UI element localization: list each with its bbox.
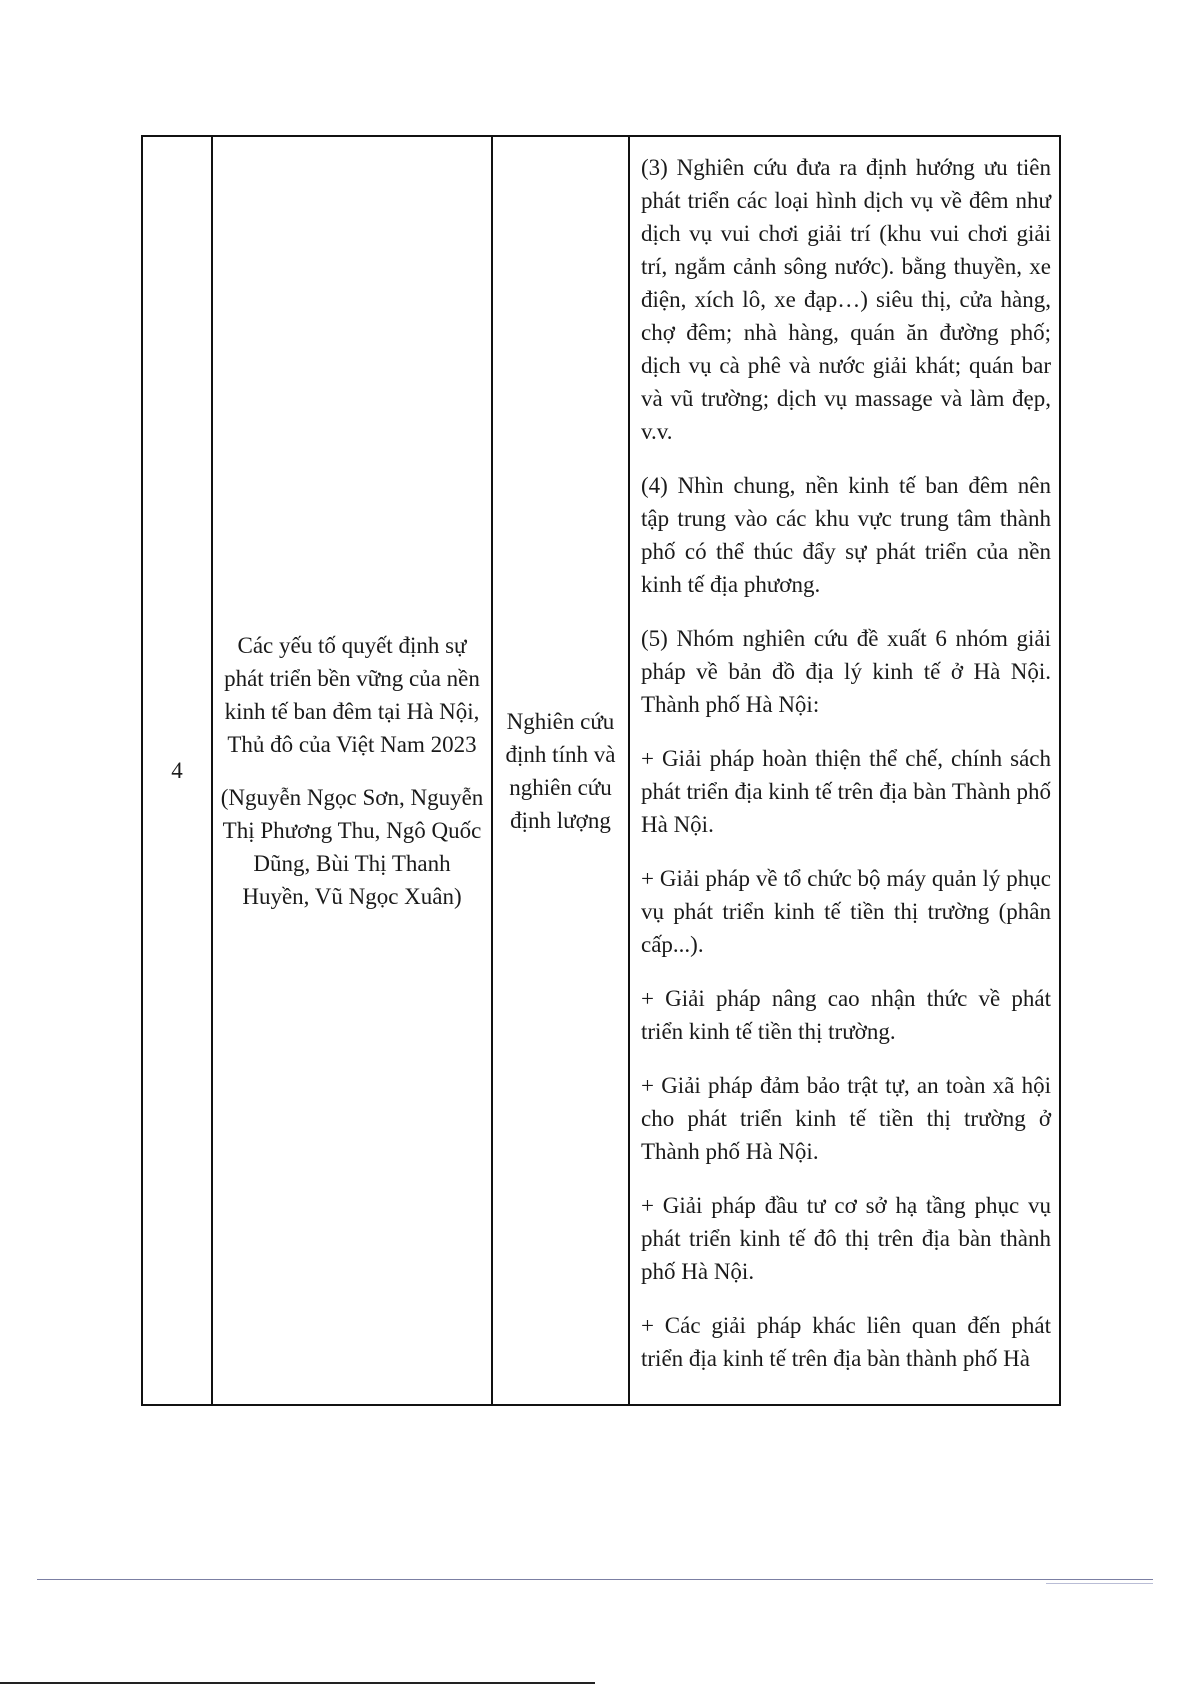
solution-item: + Giải pháp hoàn thiện thể chế, chính sách phát triển địa kinh tế trên địa bàn Thành phố Hà Nội. xyxy=(641,746,1051,837)
result-paragraph: (3) Nghiên cứu đưa ra định hướng ưu tiên phát triển các loại hình dịch vụ về đêm như dịch vụ vui chơi giải trí (khu vui chơi giải trí, ngắm cảnh sông nước). bằng thuyền, xe điện, xích lô, xe đạp…) siêu thị, cửa hàng, chợ đêm; nhà hàng, quán ăn đường phố; dịch vụ cà phê và nước giải khát; quán bar và vũ trường; dịch vụ massage và làm đẹp, v.v. xyxy=(641,155,1051,444)
bottom-rule xyxy=(0,1682,595,1684)
solution-item: + Giải pháp nâng cao nhận thức về phát triển kinh tế tiền thị trường. xyxy=(641,986,1051,1044)
solution-item: + Giải pháp đầu tư cơ sở hạ tầng phục vụ phát triển kinh tế đô thị trên địa bàn thành phố Hà Nội. xyxy=(641,1193,1051,1284)
table-row xyxy=(142,136,1060,1405)
method-cell xyxy=(492,136,629,1405)
study-authors: (Nguyễn Ngọc Sơn, Nguyễn Thị Phương Thu, Ngô Quốc Dũng, Bùi Thị Thanh Huyền, Vũ Ngọc Xuân) xyxy=(220,784,484,909)
row-number-cell xyxy=(142,136,212,1405)
result-paragraph: (5) Nhóm nghiên cứu đề xuất 6 nhóm giải pháp về bản đồ địa lý kinh tế ở Hà Nội. Thành phố Hà Nội: xyxy=(641,626,1051,717)
study-title: Các yếu tố quyết định sự phát triển bền vững của nền kinh tế ban đêm tại Hà Nội, Thủ đô của Việt Nam 2023 xyxy=(224,632,480,757)
result-paragraph: (4) Nhìn chung, nền kinh tế ban đêm nên tập trung vào các khu vực trung tâm thành phố có thể thúc đẩy sự phát triển của nền kinh tế địa phương. xyxy=(641,473,1051,597)
solution-item: + Các giải pháp khác liên quan đến phát triển địa kinh tế trên địa bàn thành phố Hà xyxy=(641,1313,1051,1371)
results-cell xyxy=(629,136,1060,1405)
research-table xyxy=(141,135,1061,1406)
solution-item: + Giải pháp đảm bảo trật tự, an toàn xã hội cho phát triển kinh tế tiền thị trường ở Thành phố Hà Nội. xyxy=(641,1073,1051,1164)
solution-item: + Giải pháp về tổ chức bộ máy quản lý phục vụ phát triển kinh tế tiền thị trường (phân cấp...). xyxy=(641,866,1051,957)
research-method: Nghiên cứu định tính và nghiên cứu định lượng xyxy=(505,708,616,833)
study-title-cell xyxy=(212,136,492,1405)
footer-divider xyxy=(37,1579,1153,1580)
row-number: 4 xyxy=(171,758,183,783)
footer-divider-accent xyxy=(1046,1583,1153,1584)
